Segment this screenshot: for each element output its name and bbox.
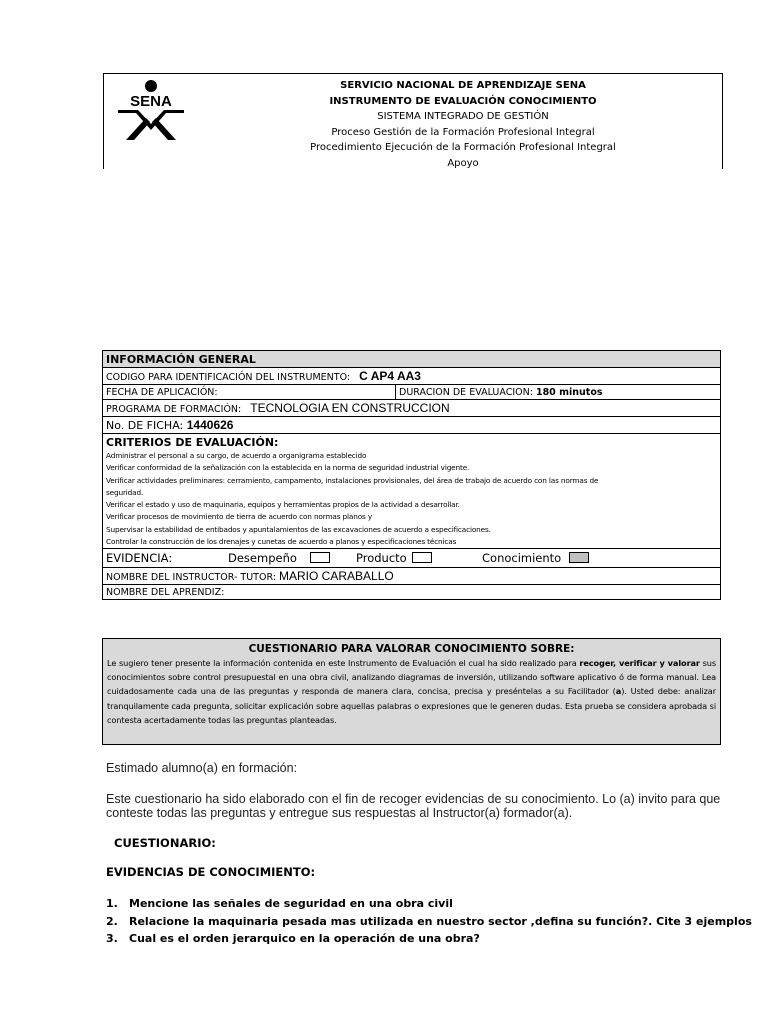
- question-item: 2. Relacione la maquinaria pesada mas utilizada en nuestro sector ,defina su función?. Cite 3 ejemplos: [106, 914, 752, 928]
- cuestionario-heading: CUESTIONARIO:: [114, 836, 216, 850]
- programa-row: [103, 400, 721, 417]
- conocimiento-label: Conocimiento: [482, 551, 562, 566]
- header-line-5: Procedimiento Ejecución de la Formación Profesional Integral: [310, 142, 616, 154]
- ficha-label: No. DE FICHA:: [106, 419, 184, 432]
- evidencia-label: EVIDENCIA:: [106, 551, 173, 566]
- programa-label: PROGRAMA DE FORMACIÓN:: [106, 404, 242, 415]
- criterio-item: seguridad.: [106, 487, 144, 497]
- cuestionario-instructions-box: [102, 638, 721, 745]
- aprendiz-label: NOMBRE DEL APRENDIZ:: [106, 586, 225, 598]
- criterio-item: Administrar el personal a su cargo, de acuerdo a organigrama establecido: [106, 451, 367, 460]
- cuestionario-box-body: Le sugiero tener presente la información contenida en este Instrumento de Evaluación el cual ha sido realizado para recoger, verificar y valorar sus conocimientos sobre control presupuestal en una obra civil, analizando diagramas de inversión, utilizando software aplicativo ó de forma manual. Lea cuidadosamente cada una de las preguntas y responda de manera clara, concisa, precisa y preséntelas a su Facilitador (a). Usted debe: analizar tranquilamente cada pregunta, solicitar explicación sobre aquellas palabras o expresiones que le generen dudas. Esta prueba se considera aprobada si contesta acertadamente todas las preguntas planteadas.: [107, 658, 716, 725]
- criterio-item: Controlar la construcción de los drenajes y cunetas de acuerdo a planos y especificaciones técnicas: [106, 537, 457, 547]
- duracion-cell: [396, 385, 721, 400]
- fecha-label: FECHA DE APLICACIÓN:: [106, 386, 218, 398]
- evidencias-heading: EVIDENCIAS DE CONOCIMIENTO:: [106, 865, 316, 879]
- criterio-item: Verificar conformidad de la señalización con la establecida en la norma de seguridad industrial vigente.: [106, 463, 470, 473]
- producto-checkbox[interactable]: [412, 552, 432, 563]
- programa-value: TECNOLOGIA EN CONSTRUCCION: [250, 401, 450, 415]
- header-line-3: SISTEMA INTEGRADO DE GESTIÓN: [377, 111, 549, 123]
- duracion-label: DURACION DE EVALUACION:: [399, 386, 533, 398]
- questions-list: [106, 895, 752, 948]
- header-line-4: Proceso Gestión de la Formación Profesional Integral: [331, 126, 595, 138]
- greeting-text: Estimado alumno(a) en formación:: [106, 761, 298, 775]
- document-header: [103, 73, 723, 169]
- criterio-item: Verificar procesos de movimiento de tierra de acuerdo con normas planos y: [106, 512, 373, 522]
- instructor-label: NOMBRE DEL INSTRUCTOR- TUTOR:: [106, 572, 276, 584]
- question-item: 1. Mencione las señales de seguridad en una obra civil: [106, 897, 453, 910]
- duracion-value: 180 minutos: [535, 386, 603, 398]
- criterios-cell: [103, 434, 721, 549]
- question-item: 3. Cual es el orden jerarquico en la operación de una obra?: [106, 932, 480, 945]
- criterio-item: Verificar actividades preliminares: cerramiento, campamento, instalaciones provisionales, del área de trabajo de acuerdo con las normas de: [106, 475, 599, 485]
- conocimiento-checkbox[interactable]: [569, 552, 589, 563]
- producto-label: Producto: [356, 551, 407, 566]
- logo-text: SENA: [130, 93, 172, 110]
- header-line-2: INSTRUMENTO DE EVALUACIÓN CONOCIMIENTO: [329, 95, 597, 107]
- header-line-1: SERVICIO NACIONAL DE APRENDIZAJE SENA: [340, 80, 586, 91]
- instructor-value: MARIO CARABALLO: [279, 569, 394, 584]
- general-info-table: [102, 350, 721, 600]
- criterios-title: CRITERIOS DE EVALUACIÓN:: [106, 436, 279, 449]
- header-line-6: Apoyo: [447, 157, 479, 169]
- cuestionario-box-title: CUESTIONARIO PARA VALORAR CONOCIMIENTO SOBRE:: [248, 643, 575, 655]
- codigo-label: CODIGO PARA IDENTIFICACIÓN DEL INSTRUMENTO:: [106, 372, 351, 383]
- sena-logo-icon: [112, 78, 190, 142]
- desempeno-label: Desempeño: [228, 551, 297, 566]
- codigo-value: C AP4 AA3: [359, 369, 421, 383]
- desempeno-checkbox[interactable]: [310, 552, 330, 563]
- criterio-item: Supervisar la estabilidad de entibados y apuntalamientos de las excavaciones de acuerdo a especificaciones.: [106, 524, 491, 534]
- aprendiz-row: [103, 585, 721, 600]
- ficha-value: 1440626: [186, 418, 234, 432]
- fecha-cell: [103, 385, 396, 400]
- intro-line-2: conteste todas las preguntas y entregue sus respuestas al Instructor(a) formador(a).: [106, 806, 573, 820]
- intro-line-1: Este cuestionario ha sido elaborado con el fin de recoger evidencias de su conocimiento. Lo (a) invito para que: [106, 792, 721, 806]
- info-title: INFORMACIÓN GENERAL: [103, 351, 721, 368]
- codigo-row: [103, 368, 721, 385]
- evidencia-row: [103, 549, 721, 568]
- criterio-item: Verificar el estado y uso de maquinaria, equipos y herramientas propios de la actividad a desarrollar.: [106, 500, 460, 510]
- ficha-row: [103, 417, 721, 434]
- instructor-row: [103, 568, 721, 585]
